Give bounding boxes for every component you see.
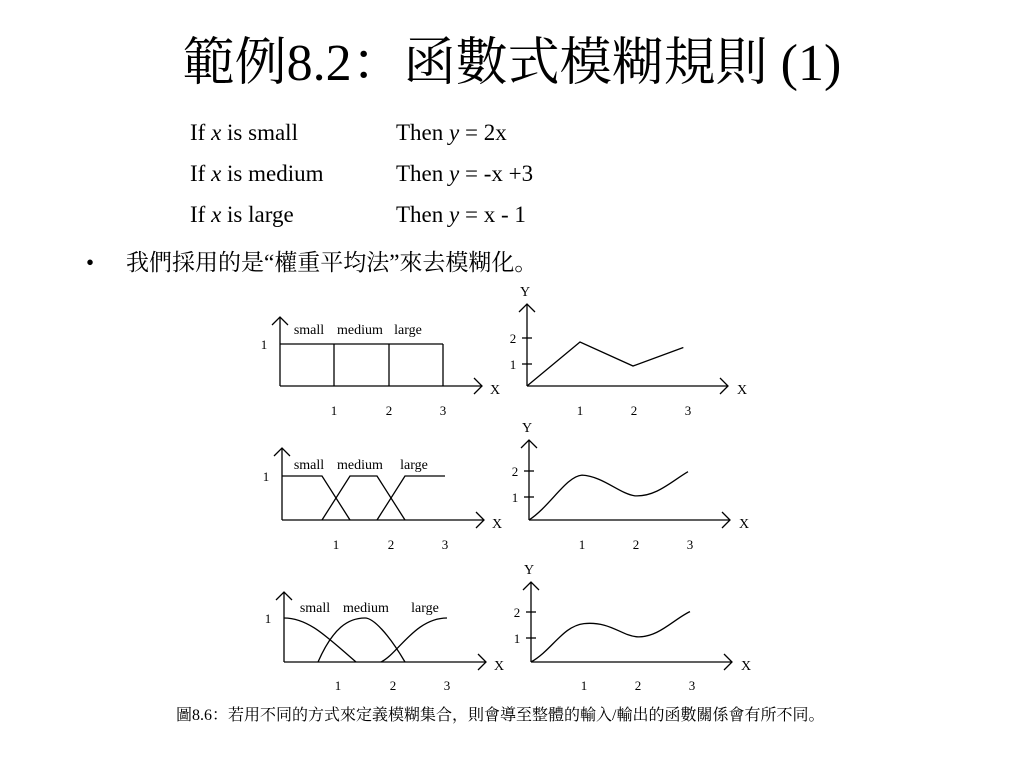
membership-label: medium	[337, 323, 383, 338]
membership-medium	[322, 476, 405, 520]
membership-x-axis-label: X	[489, 383, 501, 398]
output-x-tick-label: 2	[630, 403, 638, 418]
membership-x-tick-label: 2	[387, 537, 395, 552]
membership-x-axis-label: X	[491, 517, 503, 532]
output-x-axis-label: X	[740, 659, 752, 674]
output-x-tick-label: 3	[688, 678, 696, 693]
bullet-dot: •	[86, 250, 95, 275]
page-title: 範例8.2：函數式模糊規則 (1)	[182, 35, 842, 92]
membership-label: small	[293, 458, 325, 473]
output-y-axis-label: Y	[519, 285, 531, 300]
membership-x-tick-label: 1	[330, 403, 338, 418]
rule-condition: If x is medium	[190, 161, 324, 186]
output-curve	[529, 472, 688, 520]
output-x-axis-label: X	[738, 517, 750, 532]
membership-large	[377, 476, 445, 520]
membership-x-tick-label: 1	[332, 537, 340, 552]
rule-condition: If x is large	[190, 202, 294, 227]
figure-caption: 圖8.6：若用不同的方式來定義模糊集合，則會導至整體的輸入/輸出的函數關係會有所不同。	[176, 707, 825, 724]
membership-x-tick-label: 2	[385, 403, 393, 418]
output-x-tick-label: 3	[686, 537, 694, 552]
membership-y-tick-label: 1	[260, 337, 268, 352]
bullet-text: 我們採用的是“權重平均法”來去模糊化。	[126, 250, 538, 275]
output-x-tick-label: 3	[684, 403, 692, 418]
membership-y-tick-label: 1	[264, 611, 272, 626]
membership-x-tick-label: 1	[334, 678, 342, 693]
output-x-tick-label: 2	[634, 678, 642, 693]
rule-consequent: Then y = -x +3	[396, 161, 534, 186]
rule-consequent: Then y = x - 1	[396, 202, 526, 227]
output-y-tick-label: 2	[509, 331, 517, 346]
membership-x-tick-label: 2	[389, 678, 397, 693]
membership-label: medium	[337, 458, 383, 473]
output-curve	[527, 342, 683, 386]
output-y-tick-label: 2	[513, 605, 521, 620]
output-y-axis-label: Y	[523, 563, 535, 578]
membership-x-tick-label: 3	[443, 678, 451, 693]
output-y-tick-label: 1	[513, 631, 521, 646]
membership-label: large	[400, 458, 428, 473]
output-y-tick-label: 1	[509, 357, 517, 372]
membership-x-axis-label: X	[493, 659, 505, 674]
output-x-tick-label: 1	[576, 403, 584, 418]
membership-x-tick-label: 3	[439, 403, 447, 418]
membership-y-tick-label: 1	[262, 469, 270, 484]
output-y-tick-label: 1	[511, 490, 519, 505]
output-x-tick-label: 1	[578, 537, 586, 552]
membership-x-tick-label: 3	[441, 537, 449, 552]
rule-consequent: Then y = 2x	[396, 120, 507, 145]
output-x-axis-label: X	[736, 383, 748, 398]
rule-condition: If x is small	[190, 120, 298, 145]
membership-label: small	[293, 323, 325, 338]
output-curve	[531, 612, 690, 662]
output-y-tick-label: 2	[511, 464, 519, 479]
membership-small	[282, 476, 350, 520]
output-x-tick-label: 1	[580, 678, 588, 693]
output-x-tick-label: 2	[632, 537, 640, 552]
output-y-axis-label: Y	[521, 421, 533, 436]
membership-label: small	[299, 601, 331, 616]
membership-label: large	[394, 323, 422, 338]
membership-label: large	[411, 601, 439, 616]
membership-label: medium	[343, 601, 389, 616]
